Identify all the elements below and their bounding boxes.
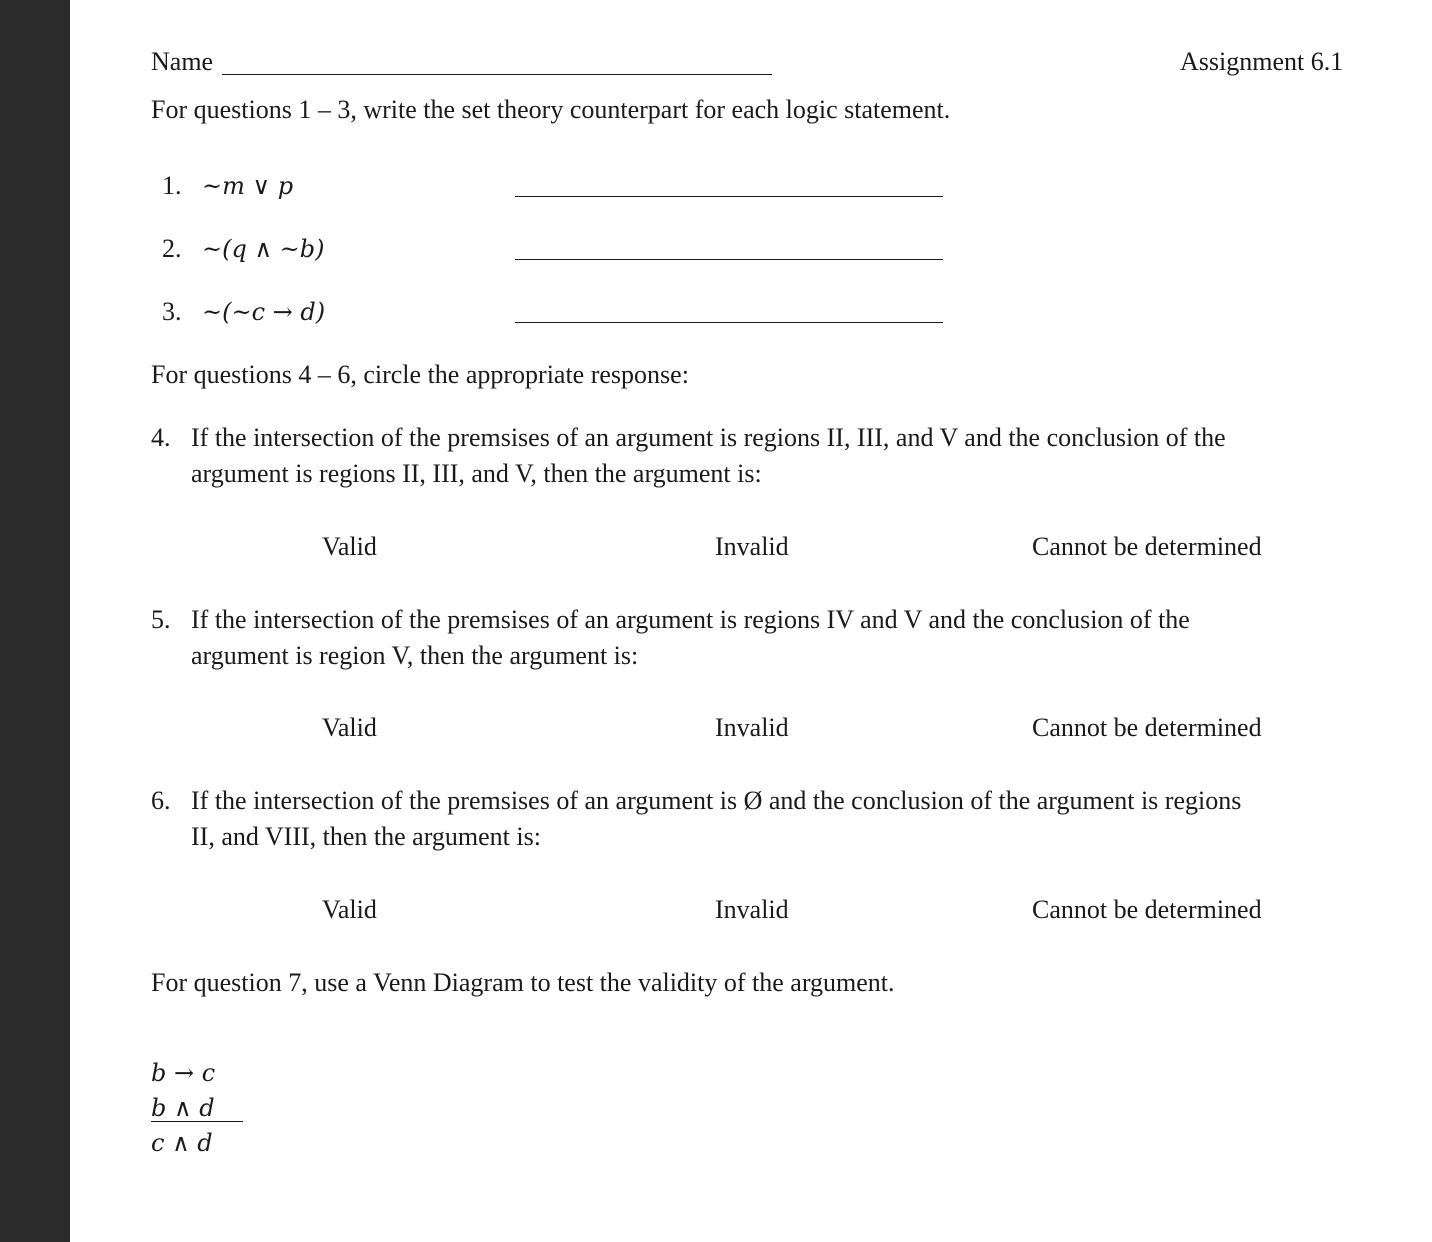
question-1-statement: ~m ∨ p: [202, 172, 294, 200]
document-page: [70, 0, 1432, 1242]
section2-instruction: For questions 4 – 6, circle the appropriate response:: [151, 360, 689, 389]
q4-choice-invalid[interactable]: Invalid: [715, 532, 789, 561]
premise-2: b ∧ d: [151, 1095, 243, 1122]
question-6-line2: II, and VIII, then the argument is:: [191, 822, 541, 851]
conclusion: c ∧ d: [151, 1129, 213, 1157]
q4-choice-valid[interactable]: Valid: [322, 532, 377, 561]
question-4-line2: argument is regions II, III, and V, then the argument is:: [191, 459, 762, 488]
q6-choice-invalid[interactable]: Invalid: [715, 895, 789, 924]
left-margin-bar: [0, 0, 70, 1242]
answer-line-3[interactable]: [515, 322, 943, 323]
question-6-line1: If the intersection of the premsises of an argument is Ø and the conclusion of the argument is regions: [191, 786, 1242, 815]
question-5-number: 5.: [151, 605, 171, 634]
question-3-number: 3.: [162, 297, 182, 326]
question-2-statement: ~(q ∧ ~b): [202, 235, 325, 263]
q5-choice-cannot-determine[interactable]: Cannot be determined: [1032, 713, 1262, 742]
q5-choice-valid[interactable]: Valid: [322, 713, 377, 742]
q5-choice-invalid[interactable]: Invalid: [715, 713, 789, 742]
question-2-number: 2.: [162, 234, 182, 263]
answer-line-2[interactable]: [515, 259, 943, 260]
section3-instruction: For question 7, use a Venn Diagram to test the validity of the argument.: [151, 968, 895, 997]
question-5-line1: If the intersection of the premsises of an argument is regions IV and V and the conclusion of the: [191, 605, 1190, 634]
q6-choice-valid[interactable]: Valid: [322, 895, 377, 924]
question-6-number: 6.: [151, 786, 171, 815]
q4-choice-cannot-determine[interactable]: Cannot be determined: [1032, 532, 1262, 561]
question-3: [162, 294, 325, 330]
question-4-line1: If the intersection of the premsises of an argument is regions II, III, and V and the conclusion of the: [191, 423, 1226, 452]
question-2: [162, 231, 325, 267]
assignment-title: Assignment 6.1: [1180, 47, 1344, 76]
premise-1: b → c: [151, 1059, 216, 1087]
section1-instruction: For questions 1 – 3, write the set theory counterpart for each logic statement.: [151, 95, 951, 124]
question-5-line2: argument is region V, then the argument is:: [191, 641, 639, 670]
answer-line-1[interactable]: [515, 196, 943, 197]
q6-choice-cannot-determine[interactable]: Cannot be determined: [1032, 895, 1262, 924]
question-3-statement: ~(~c → d): [202, 298, 326, 326]
question-1-number: 1.: [162, 171, 182, 200]
name-blank-line[interactable]: [222, 74, 772, 75]
name-label: Name: [151, 47, 214, 76]
premise-2-wrapper: [151, 1094, 243, 1122]
question-1: [162, 168, 293, 204]
question-4-number: 4.: [151, 423, 171, 452]
